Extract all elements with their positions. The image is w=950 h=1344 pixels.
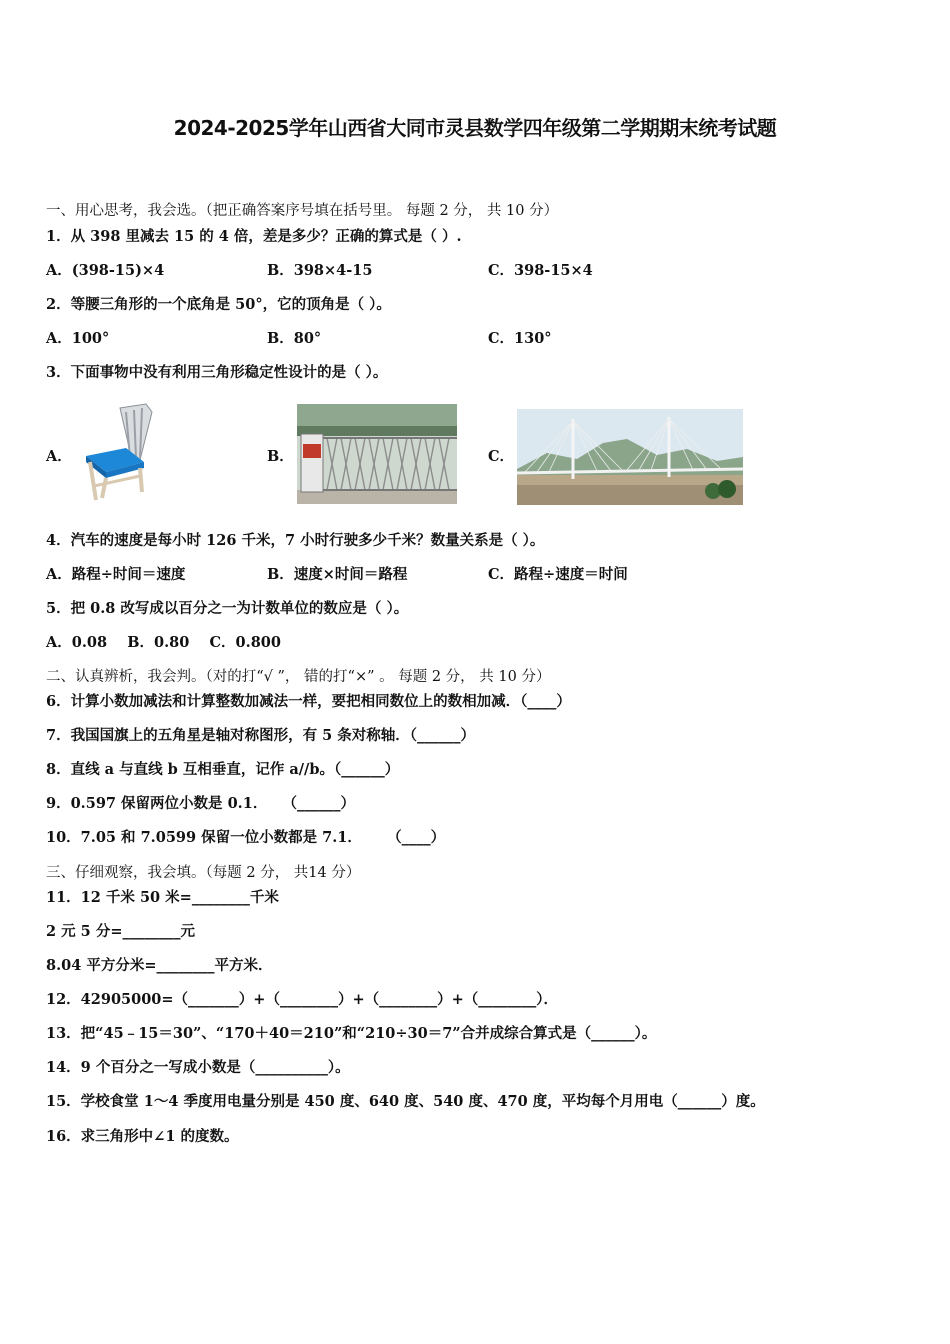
question-11-part-1: 11．12 千米 50 米=________千米 bbox=[46, 889, 279, 906]
section-2-heading: 二、认真辨析，我会判。（对的打“√ ”， 错的打“×” 。 每题 2 分， 共 10 分） bbox=[46, 669, 551, 685]
cable-bridge-image bbox=[517, 409, 743, 505]
question-16: 16．求三角形中∠1 的度数。 bbox=[46, 1128, 239, 1145]
chair-image bbox=[80, 402, 154, 502]
question-13: 13．把“45﹣15＝30”、“170＋40＝210”和“210÷30＝7”合并成综合算式是（______）。 bbox=[46, 1025, 657, 1042]
page-title: 2024-2025学年山西省大同市灵县数学四年级第二学期期末统考试题 bbox=[173, 116, 777, 140]
section-1-heading: 一、用心思考，我会选。（把正确答案序号填在括号里。 每题 2 分， 共 10 分） bbox=[46, 203, 559, 219]
q1-option-b: B．398×4-15 bbox=[267, 262, 373, 279]
question-15: 15．学校食堂 1～4 季度用电量分别是 450 度、640 度、540 度、470 度，平均每个月用电（______）度。 bbox=[46, 1093, 765, 1110]
question-8: 8．直线 a 与直线 b 互相垂直，记作 a//b。（______） bbox=[46, 761, 400, 778]
retractable-gate-image bbox=[297, 404, 457, 504]
q3-option-c: C． bbox=[488, 448, 515, 465]
q1-option-a: A．(398-15)×4 bbox=[46, 262, 165, 279]
q4-option-c: C．路程÷速度＝时间 bbox=[488, 566, 628, 583]
q3-option-a: A． bbox=[46, 448, 72, 465]
q5-options: A．0.08 B．0.80 C．0.800 bbox=[46, 634, 281, 651]
q4-option-b: B．速度×时间＝路程 bbox=[267, 566, 408, 583]
q2-option-b: B．80° bbox=[267, 330, 322, 347]
question-6: 6．计算小数加减法和计算整数加减法一样，要把相同数位上的数相加减．（____） bbox=[46, 693, 571, 710]
question-14: 14．9 个百分之一写成小数是（__________）。 bbox=[46, 1059, 350, 1076]
q4-option-a: A．路程÷时间＝速度 bbox=[46, 566, 186, 583]
question-5: 5．把 0.8 改写成以百分之一为计数单位的数应是（ ）。 bbox=[46, 600, 409, 617]
question-10: 10．7.05 和 7.0599 保留一位小数都是 7.1． （____） bbox=[46, 829, 446, 846]
question-11-part-2: 2 元 5 分=________元 bbox=[46, 923, 195, 940]
section-3-heading: 三、仔细观察，我会填。（每题 2 分， 共14 分） bbox=[46, 865, 361, 881]
q1-option-c: C．398-15×4 bbox=[488, 262, 593, 279]
q2-option-c: C．130° bbox=[488, 330, 552, 347]
question-3: 3．下面事物中没有利用三角形稳定性设计的是（ ）。 bbox=[46, 364, 388, 381]
question-4: 4．汽车的速度是每小时 126 千米，7 小时行驶多少千米？数量关系是（ ）。 bbox=[46, 532, 545, 549]
question-1: 1．从 398 里减去 15 的 4 倍，差是多少？正确的算式是（ ）. bbox=[46, 228, 462, 245]
q2-option-a: A．100° bbox=[46, 330, 110, 347]
question-12: 12．42905000=（_______）+（________）+（________）+（________）． bbox=[46, 991, 558, 1008]
q3-option-b: B． bbox=[267, 448, 294, 465]
question-2: 2．等腰三角形的一个底角是 50°，它的顶角是（ ）。 bbox=[46, 296, 391, 313]
question-9: 9．0.597 保留两位小数是 0.1． （______） bbox=[46, 795, 355, 812]
question-7: 7．我国国旗上的五角星是轴对称图形，有 5 条对称轴．（______） bbox=[46, 727, 476, 744]
question-11-part-3: 8.04 平方分米=________平方米． bbox=[46, 957, 273, 974]
